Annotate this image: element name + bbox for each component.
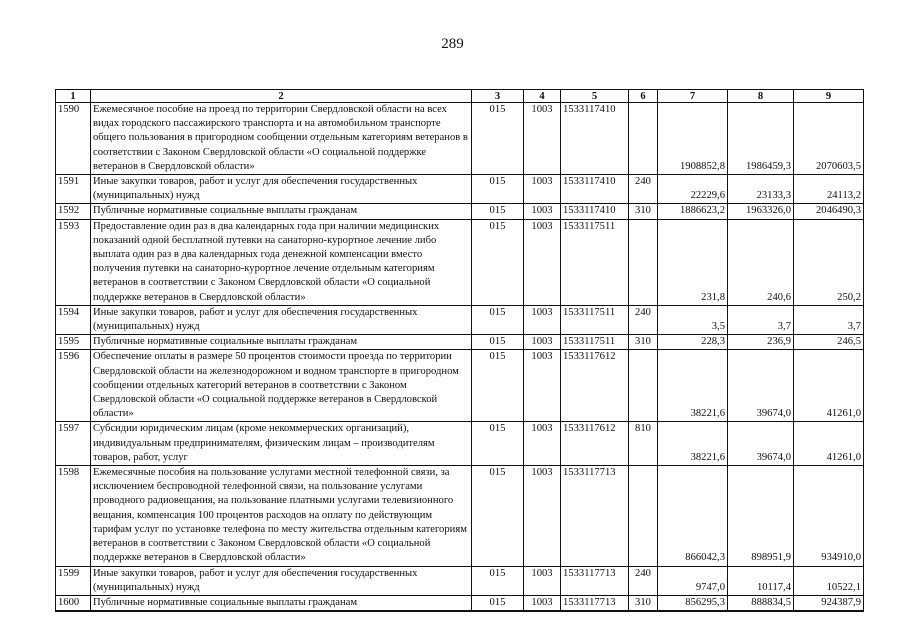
cell-ministry-code: 015 (472, 103, 524, 175)
column-header: 2 (91, 90, 472, 103)
table-row (56, 204, 864, 219)
cell-section-code: 1003 (524, 204, 561, 219)
cell-expense-type (629, 350, 658, 422)
row-description: Субсидии юридическим лицам (кроме некоммерческих организаций), индивидуальным предпринимателям, физическим лицам – производителям товаров, работ, услуг (91, 422, 472, 466)
row-description: Публичные нормативные социальные выплаты гражданам (91, 595, 472, 611)
cell-amount-year2: 898951,9 (728, 466, 794, 566)
cell-amount-year1: 866042,3 (658, 466, 728, 566)
cell-amount-year3: 2070603,5 (794, 103, 864, 175)
row-description: Публичные нормативные социальные выплаты гражданам (91, 204, 472, 219)
cell-ministry-code: 015 (472, 422, 524, 466)
cell-amount-year1: 9747,0 (658, 566, 728, 595)
cell-target-code: 1533117713 (561, 466, 629, 566)
table-row (56, 305, 864, 334)
row-number: 1594 (56, 305, 91, 334)
cell-target-code: 1533117511 (561, 219, 629, 305)
cell-expense-type (629, 466, 658, 566)
cell-expense-type (629, 219, 658, 305)
cell-target-code: 1533117612 (561, 350, 629, 422)
cell-amount-year3: 10522,1 (794, 566, 864, 595)
row-description: Ежемесячные пособия на пользование услугами местной телефонной связи, за исключением беспроводной телефонной связи, на пользование услугами проводного радиовещания, на пользование платными услугами телевизионного вещания, компенсация 100 процентов расходов на оплату по действующим тарифам услуг по установке телефона по месту жительства отдельным категориям ветеранов в соответствии с Законом Свердловской области «О социальной поддержке ветеранов в Свердловской области» (91, 466, 472, 566)
table-row (56, 566, 864, 595)
cell-target-code: 1533117713 (561, 595, 629, 611)
row-number: 1593 (56, 219, 91, 305)
cell-section-code: 1003 (524, 350, 561, 422)
column-header: 9 (794, 90, 864, 103)
column-header: 4 (524, 90, 561, 103)
cell-amount-year2: 1963326,0 (728, 204, 794, 219)
cell-amount-year2: 10117,4 (728, 566, 794, 595)
cell-amount-year1: 38221,6 (658, 350, 728, 422)
cell-amount-year3: 924387,9 (794, 595, 864, 611)
cell-target-code: 1533117713 (561, 566, 629, 595)
table-row (56, 103, 864, 175)
cell-amount-year1: 228,3 (658, 335, 728, 350)
row-number: 1595 (56, 335, 91, 350)
cell-target-code: 1533117511 (561, 335, 629, 350)
budget-table (55, 89, 864, 612)
cell-amount-year3: 250,2 (794, 219, 864, 305)
column-header: 3 (472, 90, 524, 103)
row-number: 1592 (56, 204, 91, 219)
cell-amount-year2: 240,6 (728, 219, 794, 305)
row-number: 1590 (56, 103, 91, 175)
cell-amount-year2: 39674,0 (728, 422, 794, 466)
cell-target-code: 1533117410 (561, 175, 629, 204)
cell-ministry-code: 015 (472, 335, 524, 350)
cell-amount-year3: 246,5 (794, 335, 864, 350)
cell-amount-year3: 3,7 (794, 305, 864, 334)
cell-expense-type: 310 (629, 204, 658, 219)
row-description: Иные закупки товаров, работ и услуг для обеспечения государственных (муниципальных) нужд (91, 305, 472, 334)
cell-section-code: 1003 (524, 595, 561, 611)
header-row (56, 90, 864, 103)
cell-expense-type (629, 103, 658, 175)
cell-amount-year3: 41261,0 (794, 422, 864, 466)
row-description: Публичные нормативные социальные выплаты гражданам (91, 335, 472, 350)
cell-amount-year3: 24113,2 (794, 175, 864, 204)
cell-section-code: 1003 (524, 422, 561, 466)
cell-amount-year1: 3,5 (658, 305, 728, 334)
cell-ministry-code: 015 (472, 350, 524, 422)
row-number: 1598 (56, 466, 91, 566)
row-description: Ежемесячное пособие на проезд по территории Свердловской области на всех видах городского пассажирского транспорта и на автомобильном транспорте общего пользования в пригородном сообщении отдельным категориям ветеранов в соответствии с Законом Свердловской области «О социальной поддержке ветеранов в Свердловской области» (91, 103, 472, 175)
cell-target-code: 1533117410 (561, 103, 629, 175)
cell-section-code: 1003 (524, 335, 561, 350)
row-number: 1596 (56, 350, 91, 422)
cell-expense-type: 240 (629, 305, 658, 334)
cell-amount-year2: 236,9 (728, 335, 794, 350)
table-row (56, 219, 864, 305)
cell-amount-year3: 41261,0 (794, 350, 864, 422)
cell-ministry-code: 015 (472, 566, 524, 595)
cell-amount-year2: 23133,3 (728, 175, 794, 204)
cell-amount-year1: 22229,6 (658, 175, 728, 204)
cell-section-code: 1003 (524, 103, 561, 175)
row-number: 1599 (56, 566, 91, 595)
cell-ministry-code: 015 (472, 204, 524, 219)
cell-amount-year3: 2046490,3 (794, 204, 864, 219)
cell-amount-year2: 1986459,3 (728, 103, 794, 175)
column-header: 7 (658, 90, 728, 103)
table-row (56, 350, 864, 422)
row-number: 1597 (56, 422, 91, 466)
cell-ministry-code: 015 (472, 305, 524, 334)
table-row (56, 466, 864, 566)
cell-amount-year2: 3,7 (728, 305, 794, 334)
cell-target-code: 1533117612 (561, 422, 629, 466)
table-row (56, 335, 864, 350)
cell-expense-type: 240 (629, 175, 658, 204)
cell-section-code: 1003 (524, 175, 561, 204)
cell-target-code: 1533117511 (561, 305, 629, 334)
cell-amount-year1: 231,8 (658, 219, 728, 305)
cell-ministry-code: 015 (472, 595, 524, 611)
table-row (56, 175, 864, 204)
table-row (56, 595, 864, 611)
column-header: 8 (728, 90, 794, 103)
column-header: 6 (629, 90, 658, 103)
cell-section-code: 1003 (524, 219, 561, 305)
column-header: 5 (561, 90, 629, 103)
row-description: Предоставление один раз в два календарных года при наличии медицинских показаний одной бесплатной путевки на санаторно-курортное лечение либо выплата один раз в два календарных года денежной компенсации вместо получения путевки на санаторно-курортное лечение отдельным категориям ветеранов в соответствии с Законом Свердловской области «О социальной поддержке ветеранов в Свердловской области» (91, 219, 472, 305)
row-number: 1591 (56, 175, 91, 204)
cell-expense-type: 310 (629, 335, 658, 350)
page-number: 289 (441, 36, 464, 52)
cell-ministry-code: 015 (472, 219, 524, 305)
row-number: 1600 (56, 595, 91, 611)
cell-amount-year1: 856295,3 (658, 595, 728, 611)
cell-target-code: 1533117410 (561, 204, 629, 219)
cell-expense-type: 310 (629, 595, 658, 611)
table-row (56, 422, 864, 466)
cell-amount-year1: 38221,6 (658, 422, 728, 466)
cell-expense-type: 240 (629, 566, 658, 595)
cell-amount-year2: 888834,5 (728, 595, 794, 611)
table-body (56, 103, 864, 612)
cell-ministry-code: 015 (472, 175, 524, 204)
cell-amount-year1: 1908852,8 (658, 103, 728, 175)
row-description: Иные закупки товаров, работ и услуг для обеспечения государственных (муниципальных) нужд (91, 566, 472, 595)
cell-section-code: 1003 (524, 305, 561, 334)
row-description: Обеспечение оплаты в размере 50 процентов стоимости проезда по территории Свердловской области на железнодорожном и водном транспорте в пригородном сообщении отдельных категорий ветеранов в соответствии с Законом Свердловской области «О социальной поддержке ветеранов в Свердловской области» (91, 350, 472, 422)
cell-section-code: 1003 (524, 466, 561, 566)
cell-expense-type: 810 (629, 422, 658, 466)
cell-amount-year2: 39674,0 (728, 350, 794, 422)
cell-amount-year1: 1886623,2 (658, 204, 728, 219)
column-header: 1 (56, 90, 91, 103)
cell-amount-year3: 934910,0 (794, 466, 864, 566)
cell-ministry-code: 015 (472, 466, 524, 566)
row-description: Иные закупки товаров, работ и услуг для обеспечения государственных (муниципальных) нужд (91, 175, 472, 204)
cell-section-code: 1003 (524, 566, 561, 595)
